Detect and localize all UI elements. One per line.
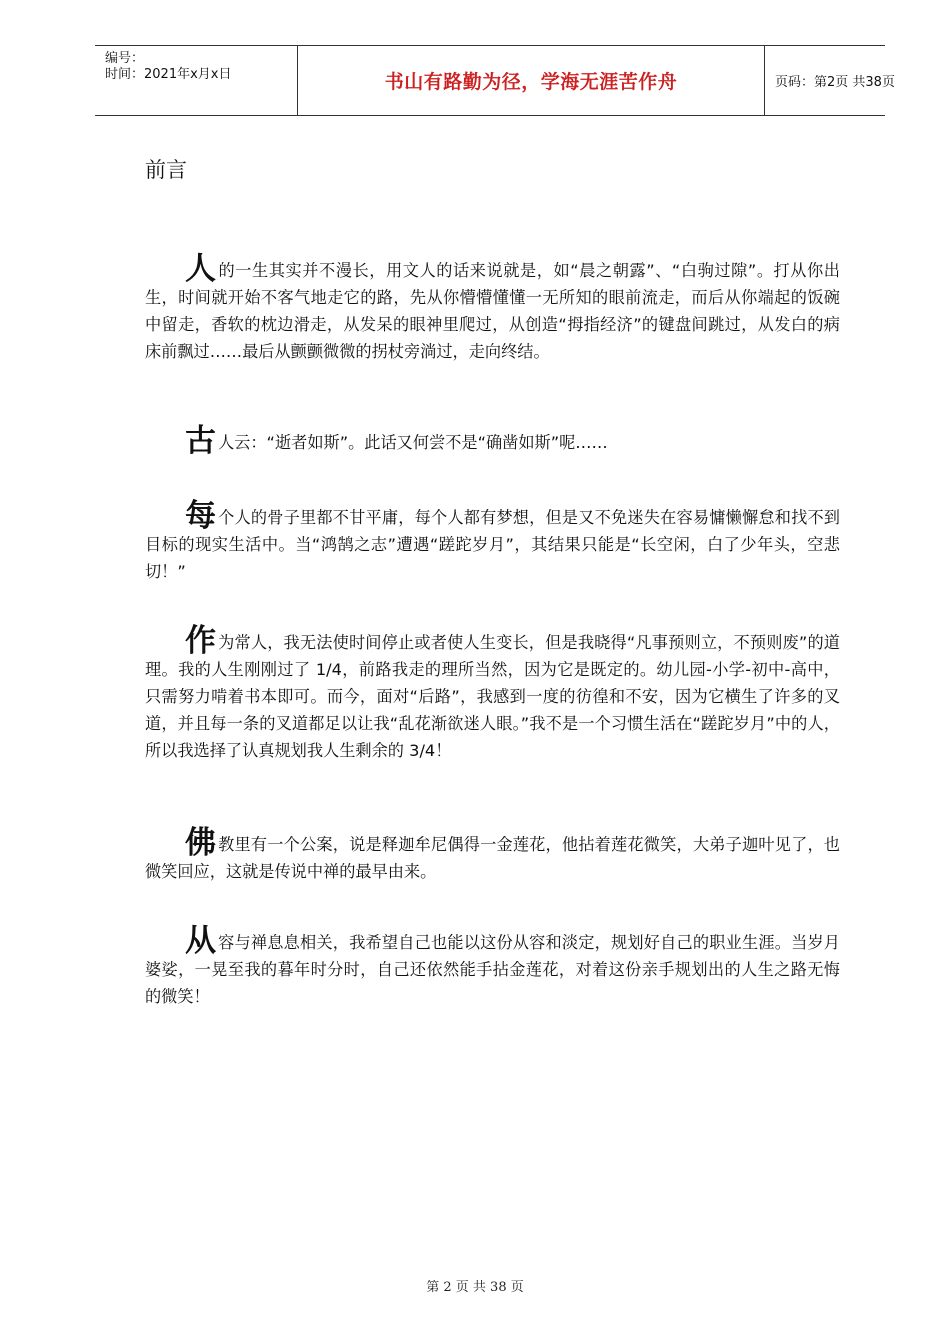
paragraph-text: 个人的骨子里都不甘平庸，每个人都有梦想，但是又不免迷失在容易慵懒懈怠和找不到目标的现实生活中。当“鸿鹄之志”遭遇“蹉跎岁月”，其结果只能是“长空闲，白了少年头，空悲切！”	[145, 508, 840, 581]
paragraph	[145, 251, 840, 365]
paragraph	[145, 825, 840, 885]
header-meta-cell	[95, 46, 297, 115]
section-title: 前言	[145, 158, 187, 182]
paragraph	[145, 498, 840, 585]
drop-initial: 从	[185, 923, 216, 959]
header-motto: 书山有路勤为径，学海无涯苦作舟	[384, 71, 678, 93]
header-motto-cell	[297, 46, 765, 115]
paragraph	[145, 423, 840, 459]
document-time-label: 时间：2021年x月x日	[105, 67, 232, 82]
drop-initial: 佛	[185, 825, 216, 861]
paragraph	[145, 623, 840, 764]
paragraph-text: 的一生其实并不漫长，用文人的话来说就是，如“晨之朝露”、“白驹过隙”。打从你出生，时间就开始不客气地走它的路，先从你懵懵懂懂一无所知的眼前流走，而后从你端起的饭碗中留走，香软的枕边滑走，从发呆的眼神里爬过，从创造“拇指经济”的键盘间跳过，从发白的病床前飘过……最后从颤颤微微的拐杖旁淌过，走向终结。	[145, 261, 840, 361]
paragraph-text: 教里有一个公案，说是释迦牟尼偶得一金莲花，他拈着莲花微笑，大弟子迦叶见了，也微笑回应，这就是传说中禅的最早由来。	[145, 835, 840, 881]
header-page-cell	[765, 46, 895, 115]
page-footer: 第 2 页 共 38 页	[426, 1280, 524, 1295]
paragraph	[145, 923, 840, 1010]
paragraph-text: 容与禅息息相关，我希望自己也能以这份从容和淡定，规划好自己的职业生涯。当岁月婆娑，一晃至我的暮年时分时，自己还依然能手拈金莲花，对着这份亲手规划出的人生之路无悔的微笑！	[145, 933, 840, 1006]
document-number-label: 编号：	[105, 51, 145, 66]
paragraph-text: 为常人，我无法使时间停止或者使人生变长，但是我晓得“凡事预则立，不预则废”的道理。我的人生刚刚过了 1/4，前路我走的理所当然，因为它是既定的。幼儿园-小学-初中-高中，只需努力啃着书本即可。而今，面对“后路”，我感到一度的彷徨和不安，因为它横生了许多的叉道，并且每一条的叉道都足以让我“乱花渐欲迷人眼。”我不是一个习惯生活在“蹉跎岁月”中的人，所以我选择了认真规划我人生剩余的 3/4！	[145, 633, 840, 760]
page-header	[95, 45, 895, 116]
drop-initial: 作	[185, 623, 216, 659]
drop-initial: 每	[185, 498, 216, 534]
header-page-info: 页码：第2页 共38页	[775, 75, 895, 90]
drop-initial: 人	[185, 251, 216, 287]
paragraph-text: 人云：“逝者如斯”。此话又何尝不是“确凿如斯”呢……	[218, 433, 608, 452]
drop-initial: 古	[185, 423, 216, 459]
